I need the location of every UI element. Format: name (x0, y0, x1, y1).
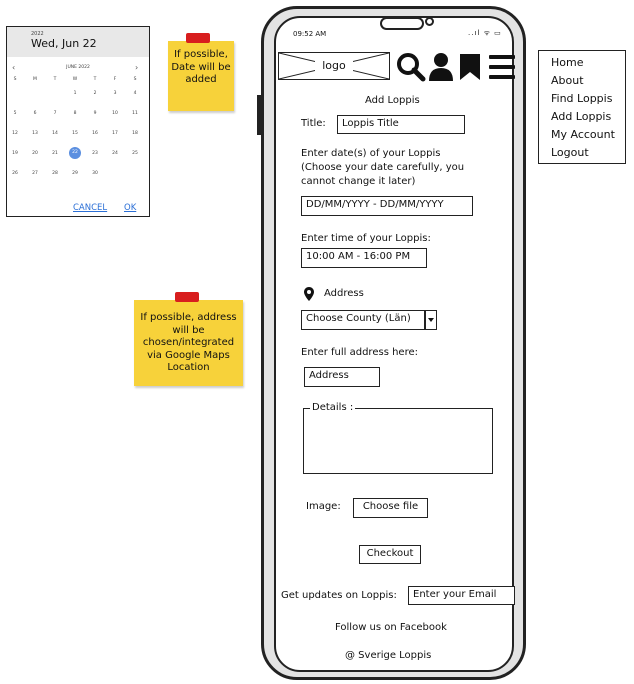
date-picker-selected-date: Wed, Jun 22 (31, 37, 97, 50)
calendar-day[interactable]: 3 (113, 91, 117, 96)
user-icon[interactable] (428, 52, 454, 82)
calendar-day[interactable]: 16 (92, 131, 98, 136)
calendar-day[interactable]: 25 (132, 151, 138, 156)
calendar-day[interactable]: 27 (32, 171, 38, 176)
calendar-day[interactable]: 2 (93, 91, 97, 96)
weekday-label: T (93, 77, 97, 82)
menu-icon[interactable] (488, 54, 516, 80)
updates-label: Get updates on Loppis: (281, 590, 397, 601)
calendar-day[interactable]: 29 (72, 171, 78, 176)
date-picker (6, 26, 150, 217)
date-label-line-2: (Choose your date carefully, you (301, 162, 465, 173)
tape-decoration (186, 33, 210, 43)
weekday-label: S (13, 77, 17, 82)
menu-item-about[interactable]: About (551, 74, 584, 87)
menu-item-my-account[interactable]: My Account (551, 128, 615, 141)
details-label: Details : (312, 402, 354, 413)
next-month-icon[interactable]: › (135, 63, 139, 72)
calendar-day[interactable]: 26 (12, 171, 18, 176)
date-input[interactable]: DD/MM/YYYY - DD/MM/YYYY (301, 196, 473, 216)
search-icon[interactable] (396, 52, 426, 82)
date-picker-year: 2022 (31, 31, 44, 37)
weekday-label: W (72, 77, 78, 82)
ok-button[interactable]: OK (124, 203, 137, 213)
calendar-day[interactable]: 23 (92, 151, 98, 156)
calendar-day[interactable]: 15 (72, 131, 78, 136)
cancel-button[interactable]: CANCEL (73, 203, 108, 213)
menu-item-logout[interactable]: Logout (551, 146, 589, 159)
copyright-text: @ Sverige Loppis (345, 650, 432, 661)
calendar-day[interactable]: 21 (52, 151, 58, 156)
facebook-link[interactable]: Follow us on Facebook (335, 622, 447, 633)
date-label-line-3: cannot change it later) (301, 176, 416, 187)
calendar-day[interactable]: 20 (32, 151, 38, 156)
address-note-text: If possible, address will be chosen/integrated via Google Maps Location (140, 312, 237, 373)
calendar-day[interactable]: 28 (52, 171, 58, 176)
calendar-day[interactable]: 12 (12, 131, 18, 136)
chevron-down-icon (426, 311, 436, 329)
title-input[interactable]: Loppis Title (337, 115, 465, 134)
status-time: 09:52 AM (293, 30, 327, 38)
address-label: Address (324, 288, 364, 299)
county-select[interactable]: Choose County (Län) (301, 310, 425, 330)
calendar-day[interactable]: 6 (33, 111, 37, 116)
calendar-day[interactable]: 10 (112, 111, 118, 116)
image-label: Image: (306, 501, 341, 512)
bookmark-icon[interactable] (458, 52, 482, 82)
title-label: Title: (301, 118, 326, 129)
phone-camera (425, 17, 434, 26)
weekday-label: M (33, 77, 37, 82)
calendar-day[interactable]: 18 (132, 131, 138, 136)
calendar-day[interactable]: 8 (73, 111, 77, 116)
calendar-day[interactable]: 14 (52, 131, 58, 136)
location-pin-icon (304, 287, 314, 301)
weekday-label: T (53, 77, 57, 82)
full-address-label: Enter full address here: (301, 347, 418, 358)
time-input[interactable]: 10:00 AM - 16:00 PM (301, 248, 427, 268)
calendar-day[interactable]: 5 (13, 111, 17, 116)
date-label-line-1: Enter date(s) of your Loppis (301, 148, 441, 159)
calendar-day[interactable]: 1 (73, 91, 77, 96)
county-dropdown-toggle[interactable] (425, 310, 437, 330)
calendar-day[interactable]: 13 (32, 131, 38, 136)
nav-menu (538, 50, 626, 164)
address-sticky-note (134, 300, 243, 386)
logo-text: logo (322, 59, 346, 72)
calendar-day-selected[interactable]: 22 (69, 147, 81, 159)
date-picker-month: JUNE 2022 (66, 65, 90, 70)
calendar-day[interactable]: 19 (12, 151, 18, 156)
date-note-text: If possible, Date will be added (171, 49, 231, 85)
calendar-day[interactable]: 17 (112, 131, 118, 136)
calendar-day[interactable]: 4 (133, 91, 137, 96)
calendar-day[interactable]: 9 (93, 111, 97, 116)
weekday-label: S (133, 77, 137, 82)
time-label: Enter time of your Loppis: (301, 233, 431, 244)
details-textarea[interactable] (303, 408, 493, 474)
address-input[interactable]: Address (304, 367, 380, 387)
weekday-label: F (113, 77, 117, 82)
calendar-day[interactable]: 7 (53, 111, 57, 116)
phone-speaker (380, 17, 424, 30)
calendar-day[interactable]: 11 (132, 111, 138, 116)
menu-item-add-loppis[interactable]: Add Loppis (551, 110, 612, 123)
page-title: Add Loppis (365, 95, 420, 106)
menu-item-home[interactable]: Home (551, 56, 584, 69)
status-icons: ..ıl ᯤ ▭ (468, 29, 502, 37)
calendar-day[interactable]: 30 (92, 171, 98, 176)
checkout-button[interactable]: Checkout (359, 545, 421, 564)
tape-decoration (175, 292, 199, 302)
email-input[interactable]: Enter your Email (408, 586, 515, 605)
menu-item-find-loppis[interactable]: Find Loppis (551, 92, 613, 105)
logo[interactable] (278, 52, 390, 80)
date-sticky-note (168, 41, 234, 111)
calendar-day[interactable]: 24 (112, 151, 118, 156)
choose-file-button[interactable]: Choose file (353, 498, 428, 518)
prev-month-icon[interactable]: ‹ (12, 63, 16, 72)
